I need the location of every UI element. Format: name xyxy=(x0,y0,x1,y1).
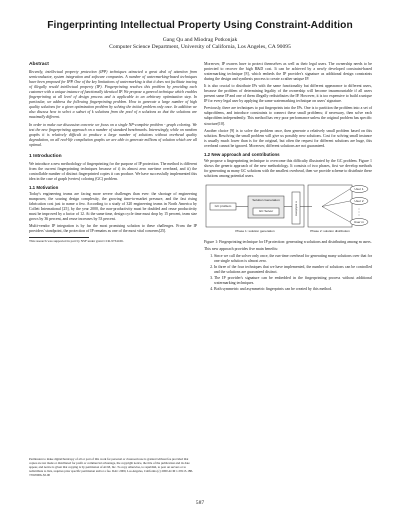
abstract-section xyxy=(29,62,197,148)
section-heading-introduction: 1 Introduction xyxy=(29,153,62,159)
abstract-paragraph: Recently, intellectual property protection (IPP) techniques attracted a great deal of attention from semiconductor, system integration and software companies. A number of watermarking-based techniques have been proposed for IPP. One of the key limitations of watermarking is that it does not facilitate tracing of illegally resold intellectual property (IP). Fingerprinting resolves this problem by providing each customer with a unique instance of functionally identical IP. We propose a general technique which enables fingerprinting at all level of design process and is applicable to an arbitrary optimization step. In particular, we address the following fingerprinting problem. How to generate a large number of high quality solutions for a given optimization problem by solving the initial problem only once. In addition we also discuss how to select a subset of k solutions from the pool of n solutions so that the solutions are maximally different. xyxy=(29,70,197,120)
figure-1-caption: Figure 1: Fingerprinting technique for IP protection: generating n solutions and distributing among m users. xyxy=(204,239,372,244)
solutions-label: n solutions xyxy=(294,201,299,216)
paper-title: Fingerprinting Intellectual Property Using Constraint-Addition xyxy=(47,20,353,31)
body-paragraph: It is also crucial to distribute IPs with the same functionality but different appearance to different users, because the problem of determining legality of the ownership will become insurmountable if all users present same IP and one of them illegally redistributes the IP. However, it is too expensive to build a unique IP for every legal user by applying the same watermarking technique on users' signature. xyxy=(204,84,372,104)
list-item: 1. Since we call the solver only once, the run-time overhead for generating many solutions over that for one single solution is almost zero. xyxy=(214,254,372,264)
gc-solver-label: GC Solver xyxy=(258,208,274,213)
body-paragraph: Multi-vendor IP integration is by far the most promising solution to these challenges. From the IP providers' standpoint, the protection of IP remains as one of the most vital concerns[25]. xyxy=(29,224,197,234)
body-paragraph: Today's engineering teams are facing more severe challenges than ever: the shortage of engineering manpower, the soaring design complexity, the growing time-to-market pressure, and the fast rising fabrication cost just to name a few. According to a study of 320 engineering teams in North America by Collett International [25], by the year 2000, the non-productivity must be doubled and reuse productivity must be improved by a factor of 12. At the same time, design cycle time must drop by 15 percent, team size grows by 36 percent, and reuse increases by 53 percent. xyxy=(29,192,197,222)
authors: Gang Qu and Miodrag Potkonjak xyxy=(162,37,238,43)
user1-label: User 1 xyxy=(354,186,364,191)
footnote: This research was supported in part by NSF under grant CCR-9734166. xyxy=(29,239,124,244)
left-column xyxy=(29,62,197,244)
phase2-frame xyxy=(308,185,352,227)
link-userm xyxy=(322,206,350,222)
list-item: 3. The IP provider's signature can be embedded in the fingerprinting process without additional watermarking techniques. xyxy=(214,276,372,286)
subsection-heading-motivation: 1.1 Motivation xyxy=(29,184,59,190)
footnote-rule xyxy=(29,237,89,238)
body-paragraph: Another choice [9] is to solve the problem once, then generate a relatively small problem based on this solution. Resolving the small problem will give us possibly new solutions. Cost for solving small instance is usually much lower than is for the original, but often the request for different solutions are huge, this overhead cannot be ignored. Moreover, different solutions are not guaranteed. xyxy=(204,128,372,148)
user2-label: User 2 xyxy=(354,198,364,203)
body-paragraph: This new approach provides five main benefits: xyxy=(204,246,279,251)
solution-generation-label: Solution Generation xyxy=(252,197,280,202)
subsection-heading-new-approach: 1.2 New approach and contributions xyxy=(204,151,280,157)
list-item: 2. In three of the four techniques that we have implemented, the number of solutions can be controlled and the solutions are guaranteed distinct. xyxy=(214,265,372,275)
body-paragraph: We introduce a new methodology of fingerprinting for the purpose of IP protection. The method is different from the current fingerprinting techniques because of i) its almost zero run-time overhead, and ii) the controllable number of distinct fingerprinted copies it can produce. We have successfully implemented this idea in the case of graph (vertex) coloring (GC) problem. xyxy=(29,161,197,181)
abstract-heading: Abstract xyxy=(29,62,49,67)
page-number: 587 xyxy=(195,500,205,506)
abstract-paragraph: In order to make our discussion concrete we focus on a single NP-complete problem - graph coloring. We test the new fingerprinting approach on a number of standard benchmarks. Interestingly, while on random graphs it is relatively difficult to produce a large number of solutions without overhead quality degradation, on all real-life compilation graphs we are able to generate millions of solution which are all optimal. xyxy=(29,122,197,147)
permission-notice: Permission to make digital/hardcopy of all or part of this work for personal or classroom use is granted without fee provided that copies are not made or distributed for profit or commercial advantage, the copyright notice, the title of the publication and its date appear, and notice is given that copying is by permission of ACM, Inc. To copy otherwise, to republish, to post on servers or to redistribute to lists, requires prior specific permission and/or a fee. DAC 2000, Los Angeles, California (c) 2000 ACM 1-58113-188-7/00/0006..$5.00 xyxy=(29,457,193,477)
phase1-label: Phase 1: solution generation xyxy=(235,228,275,233)
benefits-list xyxy=(204,254,372,292)
body-paragraph: Moreover, IP owners have to protect themselves as well as their legal users. The ownership needs to be protected to recover the high R&D cost. It can be achieved by a newly developed constraint-based watermarking technique [8], which embeds the IP provider's signature as additional design constraints during the design and synthesis process to create a rather unique IP. xyxy=(204,62,372,82)
figure-1-diagram xyxy=(204,182,372,238)
affiliation: Computer Science Department, University of California, Los Angeles, CA 90095 xyxy=(109,44,291,50)
gc-problem-label: GC problem xyxy=(214,203,232,208)
userm-label: User m xyxy=(354,219,364,224)
body-paragraph: Previously, there are techniques to put fingerprints into the IPs. One is to partition the problem into a set of subproblems, and introduce constraints to connect these small problems; if necessary, then solve each subproblem independently. This method has very poor performance unless the original problem has specific structure[10]. xyxy=(204,106,373,126)
list-item: 4. Both symmetric and asymmetric fingerprints can be created by this method. xyxy=(214,287,372,292)
body-paragraph: We propose a fingerprinting technique to overcome this difficulty illustrated by the GC problem. Figure 1 shows the generic approach of the new methodology. It consists of two phases, first we develop methods for generating as many GC solutions with the smallest overhead, then we provide scheme to distribute these solutions among potential users. xyxy=(204,158,373,178)
right-column xyxy=(204,62,372,293)
phase2-label: Phase 2: solution distribution xyxy=(310,228,350,233)
